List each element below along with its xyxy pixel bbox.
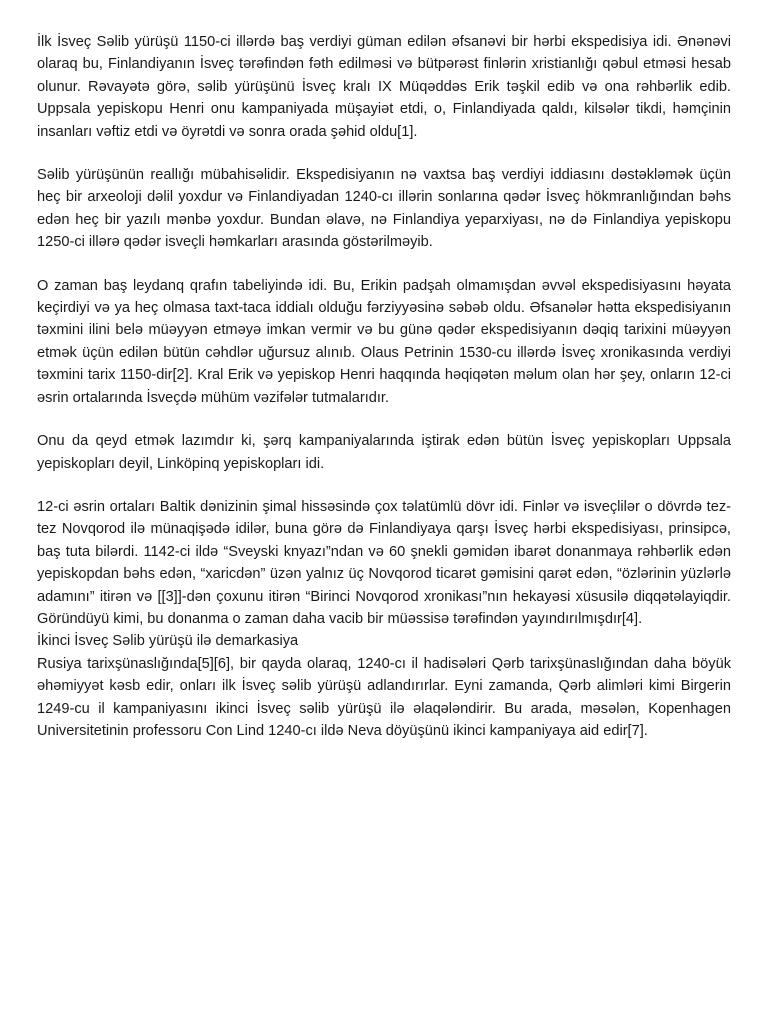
paragraph-5: 12-ci əsrin ortaları Baltik dənizinin şimal hissəsində çox təlatümlü dövr idi. Finlər və isveçlilər o dövrdə tez-tez Novqorod ilə münaqişədə idilər, buna görə də Finlandiyaya qarşı İsveç hərbi ekspedisiyası, prinsipcə, baş tuta bilərdi. 1142-ci ildə “Sveyski knyazı”ndan və 60 şnekli gəmidən ibarət donanmaya rəhbərlik edən yepiskopdan bəhs edən, “xaricdən” üzən yalnız üç Novqorod ticarət gəmisini qarət edən, “özlərinin yüzlərlə adamını” itirən və [[3]]-dən çoxunu itirən “Birinci Novqorod xronikası”nın hekayəsi xüsusilə diqqətəlayiqdir. Göründüyü kimi, bu donanma o zaman daha vacib bir müəssisə tərəfindən yayındırılmışdır[4]. (37, 498, 731, 627)
document-page (37, 31, 731, 742)
paragraph-3: O zaman baş leydanq qrafın tabeliyində idi. Bu, Erikin padşah olmamışdan əvvəl ekspedisiyasını həyata keçirdiyi və ya heç olmasa taxt-taca iddialı olduğu fərziyyəsinə səbəb oldu. Əfsanələr hətta ekspedisiyanın təxmini ilini belə müəyyən etməyə imkan vermir və bu günə qədər ekspedisiyanın dəqiq tarixini müəyyən etmək üçün edilən bütün cəhdlər uğursuz alınıb. Olaus Petrinin 1530-cu illərdə İsveç xronikasında verdiyi təxmini tarix 1150-dir[2]. Kral Erik və yepiskop Henri haqqında həqiqətən məlum olan hər şey, onların 12-ci əsrin ortalarında İsveçdə mühüm vəzifələr tutmalarıdır. (37, 277, 731, 406)
paragraph-2: Səlib yürüşünün reallığı mübahisəlidir. Ekspedisiyanın nə vaxtsa baş verdiyi iddiasını dəstəkləmək üçün heç bir arxeoloji dəlil yoxdur və Finlandiyadan 1240-cı illərin sonlarına qədər İsveç hökmranlığından bəhs edən heç bir yazılı mənbə yoxdur. Bundan əlavə, nə Finlandiya yeparxiyası, nə də Finlandiya yepiskopu 1250-ci illərə qədər isveçli həmkarları arasında göstərilməyib. (37, 167, 731, 251)
paragraph-6: Rusiya tarixşünaslığında[5][6], bir qayda olaraq, 1240-cı il hadisələri Qərb tarixşünaslığından daha böyük əhəmiyyət kəsb edir, onları ilk İsveç səlib yürüşü adlandırırlar. Eyni zamanda, Qərb alimləri kimi Birgerin 1249-cu il kampaniyasını ikinci İsveç səlib yürüşü ilə əlaqələndirir. Bu arada, məsələn, Kopenhagen Universitetinin professoru Con Lind 1240-cı ildə Neva döyüşünü ikinci kampaniyaya aid edir[7]. (37, 655, 731, 739)
paragraph-4: Onu da qeyd etmək lazımdır ki, şərq kampaniyalarında iştirak edən bütün İsveç yepiskopları Uppsala yepiskopları deyil, Linköpinq yepiskopları idi. (37, 433, 731, 472)
paragraph-1: İlk İsveç Səlib yürüşü 1150-ci illərdə baş verdiyi güman edilən əfsanəvi bir hərbi ekspedisiya idi. Ənənəvi olaraq bu, Finlandiyanın İsveç tərəfindən fəth edilməsi və bütpərəst finlərin xristianlığı qəbul etməsi hesab olunur. Rəvayətə görə, səlib yürüşünü İsveç kralı IX Müqəddəs Erik təşkil edib və ona rəhbərlik edib. Uppsala yepiskopu Henri onu kampaniyada müşayiət etdi, o, Finlandiyada qaldı, kilsələr tikdi, həmçinin insanları vəftiz etdi və öyrətdi və sonra orada şəhid oldu[1]. (37, 34, 731, 140)
section-heading: İkinci İsveç Səlib yürüşü ilə demarkasiya (37, 633, 299, 650)
